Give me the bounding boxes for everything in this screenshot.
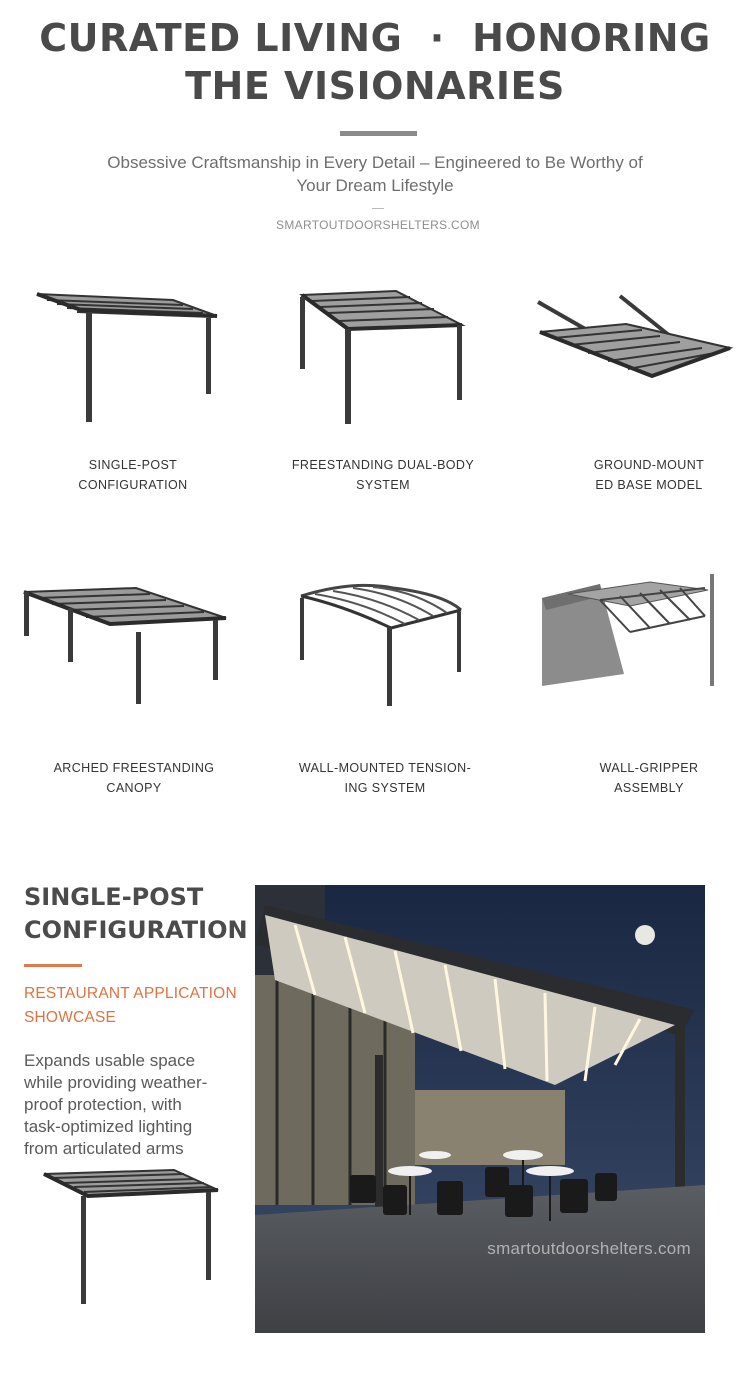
hero-subtitle-line1: Obsessive Craftsmanship in Every Detail – Engineered to Be Worthy of [107,153,643,172]
feature-kicker-line2: SHOWCASE [24,1009,117,1026]
product-card-dual-body[interactable] [290,285,530,430]
single-post-pergola-icon [36,1160,226,1310]
product-label-tensioning [265,758,505,798]
product-card-wall-gripper[interactable] [540,570,750,690]
hero-title-line2: THE VISIONARIES [185,64,565,108]
product-label-line1: SINGLE-POST [88,458,178,472]
product-label-ground-mount [529,455,750,495]
product-label-line2: CANOPY [106,781,162,795]
feature-title-line2: CONFIGURATION [24,916,248,944]
moon-icon [635,925,655,945]
hero-subtitle [75,151,675,197]
product-label-line1: WALL-GRIPPER [599,761,699,775]
hero-title [0,14,750,110]
arched-canopy-icon [18,580,233,710]
wall-gripper-icon [540,570,720,690]
hero-divider [340,131,417,136]
feature-kicker-line1: RESTAURANT APPLICATION [24,985,237,1002]
product-label-line1: WALL-MOUNTED TENSION- [298,761,472,775]
feature-title [24,881,254,947]
restaurant-night-scene [255,885,705,1333]
product-label-line2: ASSEMBLY [614,781,684,795]
product-label-arched-canopy [14,758,254,798]
product-card-tensioning[interactable] [293,580,533,710]
feature-body-line5: from articulated arms [24,1139,184,1158]
dual-body-pergola-icon [290,285,480,430]
feature-body-line3: proof protection, with [24,1095,182,1114]
feature-product-thumbnail [36,1160,226,1315]
restaurant-photo [255,885,705,1333]
product-card-single-post[interactable] [25,280,265,430]
small-divider [372,208,384,209]
feature-body-line4: task-optimized lighting [24,1117,193,1136]
feature-body-line2: while providing weather- [24,1073,208,1092]
tensioning-system-icon [293,580,473,710]
product-label-dual-body [263,455,503,495]
product-label-line1: ARCHED FREESTANDING [53,761,215,775]
feature-body-line1: Expands usable space [24,1051,196,1070]
single-post-pergola-icon [25,280,225,430]
product-label-line2: ING SYSTEM [344,781,426,795]
feature-kicker [24,982,254,1030]
product-label-line2: SYSTEM [356,478,410,492]
product-label-line2: ED BASE MODEL [595,478,703,492]
hero-subtitle-line2: Your Dream Lifestyle [296,176,454,195]
product-card-arched-canopy[interactable] [18,580,258,710]
ground-mount-pergola-icon [530,290,740,390]
product-label-line1: FREESTANDING DUAL-BODY [291,458,475,472]
photo-watermark: smartoutdoorshelters.com [487,1239,691,1258]
hero-title-line1: CURATED LIVING · HONORING [39,16,711,60]
feature-title-line1: SINGLE-POST [24,883,204,911]
product-label-line1: GROUND-MOUNT [593,458,705,472]
feature-description [24,1050,239,1160]
website-text: SMARTOUTDOORSHELTERS.COM [276,218,480,232]
product-label-single-post [13,455,253,495]
product-label-wall-gripper [529,758,750,798]
feature-accent-rule [24,964,82,967]
product-card-ground-mount[interactable] [530,290,750,390]
product-label-line2: CONFIGURATION [78,478,188,492]
